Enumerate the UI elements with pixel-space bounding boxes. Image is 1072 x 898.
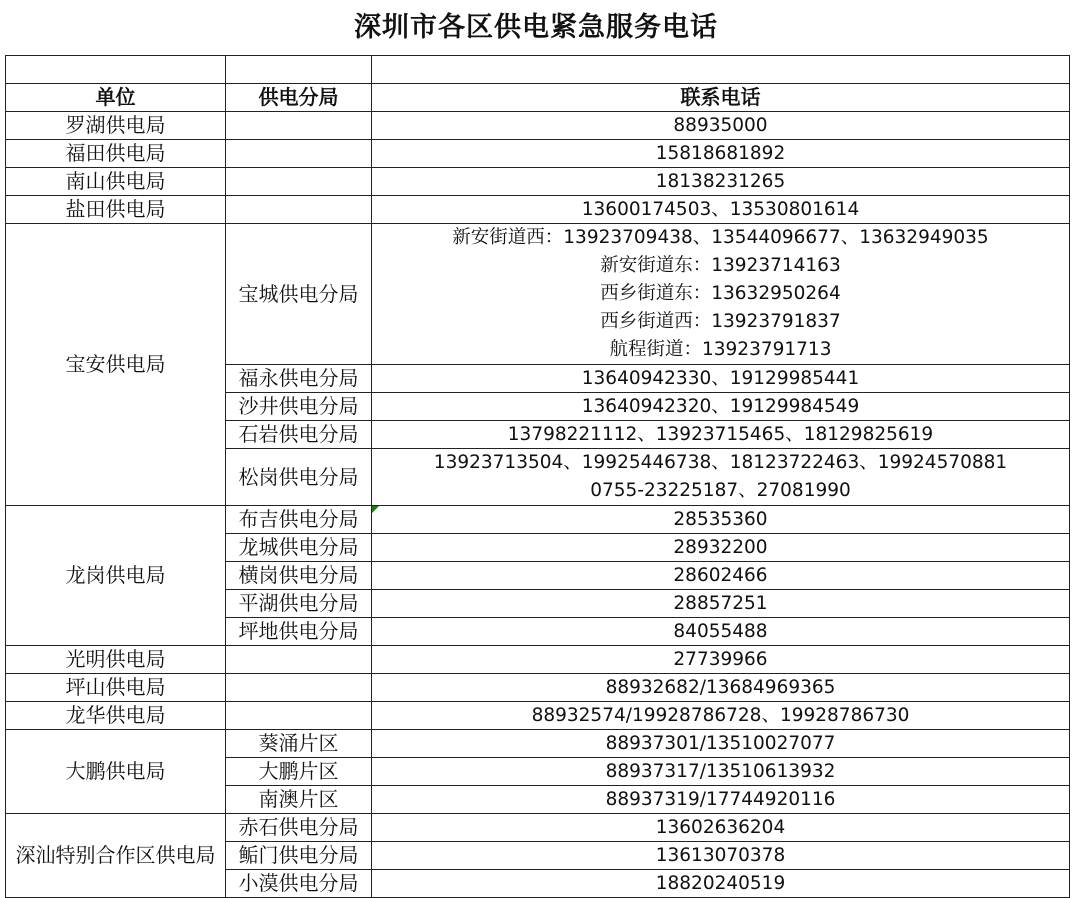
branch-cell[interactable]: 石岩供电分局 xyxy=(226,421,372,449)
phone-cell[interactable]: 18820240519 xyxy=(372,870,1070,898)
phone-line: 航程街道：13923791713 xyxy=(609,339,832,360)
table-row xyxy=(6,506,1070,534)
unit-cell[interactable]: 龙岗供电局 xyxy=(6,506,226,646)
unit-cell[interactable]: 罗湖供电局 xyxy=(6,112,226,140)
phone-cell[interactable]: 27739966 xyxy=(372,646,1070,674)
phone-cell[interactable]: 15818681892 xyxy=(372,140,1070,168)
empty-cell[interactable] xyxy=(372,56,1070,84)
phone-line: 新安街道东：13923714163 xyxy=(600,255,841,276)
branch-cell[interactable]: 龙城供电分局 xyxy=(226,534,372,562)
empty-cell[interactable] xyxy=(6,56,226,84)
branch-cell[interactable]: 小漠供电分局 xyxy=(226,870,372,898)
branch-cell[interactable]: 横岗供电分局 xyxy=(226,562,372,590)
branch-cell[interactable]: 松岗供电分局 xyxy=(226,449,372,506)
phone-cell[interactable]: 13640942330、19129985441 xyxy=(372,365,1070,393)
branch-cell[interactable]: 坪地供电分局 xyxy=(226,618,372,646)
phone-cell[interactable]: 88935000 xyxy=(372,112,1070,140)
unit-cell[interactable]: 大鹏供电局 xyxy=(6,730,226,814)
unit-cell[interactable]: 深汕特别合作区供电局 xyxy=(6,814,226,898)
table-row xyxy=(6,224,1070,365)
note-marker-icon xyxy=(372,506,379,513)
branch-cell[interactable]: 鲘门供电分局 xyxy=(226,842,372,870)
phone-cell[interactable] xyxy=(372,506,1070,534)
branch-cell[interactable] xyxy=(226,674,372,702)
phone-line: 新安街道西：13923709438、13544096677、13632949035 xyxy=(452,227,989,248)
branch-cell[interactable]: 福永供电分局 xyxy=(226,365,372,393)
phone-cell[interactable]: 13640942320、19129984549 xyxy=(372,393,1070,421)
phone-cell[interactable] xyxy=(372,449,1070,506)
phone-cell[interactable]: 88937317/13510613932 xyxy=(372,758,1070,786)
empty-cell[interactable] xyxy=(226,56,372,84)
unit-cell[interactable]: 南山供电局 xyxy=(6,168,226,196)
phone-cell[interactable]: 84055488 xyxy=(372,618,1070,646)
phone-cell[interactable]: 28857251 xyxy=(372,590,1070,618)
branch-cell[interactable] xyxy=(226,168,372,196)
unit-cell[interactable]: 龙华供电局 xyxy=(6,702,226,730)
phone-text: 28535360 xyxy=(673,509,768,530)
phone-cell[interactable]: 13798221112、13923715465、18129825619 xyxy=(372,421,1070,449)
branch-cell[interactable]: 赤石供电分局 xyxy=(226,814,372,842)
table-row xyxy=(6,674,1070,702)
header-branch[interactable]: 供电分局 xyxy=(226,84,372,112)
header-row xyxy=(6,84,1070,112)
branch-cell[interactable]: 南澳片区 xyxy=(226,786,372,814)
phone-line: 0755-23225187、27081990 xyxy=(590,480,851,501)
branch-cell[interactable] xyxy=(226,646,372,674)
branch-cell[interactable]: 沙井供电分局 xyxy=(226,393,372,421)
table-row xyxy=(6,730,1070,758)
phone-cell[interactable]: 28932200 xyxy=(372,534,1070,562)
page-title: 深圳市各区供电紧急服务电话 xyxy=(354,12,718,43)
phone-cell[interactable]: 13613070378 xyxy=(372,842,1070,870)
branch-cell[interactable]: 平湖供电分局 xyxy=(226,590,372,618)
table-row xyxy=(6,140,1070,168)
unit-cell[interactable]: 光明供电局 xyxy=(6,646,226,674)
phone-cell[interactable] xyxy=(372,224,1070,365)
header-phone[interactable]: 联系电话 xyxy=(372,84,1070,112)
phone-line: 西乡街道东：13632950264 xyxy=(600,283,841,304)
table-row xyxy=(6,112,1070,140)
phone-cell[interactable]: 88932682/13684969365 xyxy=(372,674,1070,702)
phone-cell[interactable]: 13602636204 xyxy=(372,814,1070,842)
unit-cell[interactable]: 福田供电局 xyxy=(6,140,226,168)
phone-line: 13923713504、19925446738、18123722463、19924570881 xyxy=(433,452,1008,473)
phone-cell[interactable]: 88937301/13510027077 xyxy=(372,730,1070,758)
table-row xyxy=(6,702,1070,730)
unit-cell[interactable]: 坪山供电局 xyxy=(6,674,226,702)
phone-cell[interactable]: 28602466 xyxy=(372,562,1070,590)
unit-cell[interactable]: 盐田供电局 xyxy=(6,196,226,224)
unit-cell[interactable]: 宝安供电局 xyxy=(6,224,226,506)
phone-cell[interactable]: 88932574/19928786728、19928786730 xyxy=(372,702,1070,730)
table-row xyxy=(6,646,1070,674)
phone-cell[interactable]: 88937319/17744920116 xyxy=(372,786,1070,814)
branch-cell[interactable]: 葵涌片区 xyxy=(226,730,372,758)
branch-cell[interactable] xyxy=(226,702,372,730)
branch-cell[interactable]: 大鹏片区 xyxy=(226,758,372,786)
phone-line: 西乡街道西：13923791837 xyxy=(600,311,841,332)
branch-cell[interactable]: 宝城供电分局 xyxy=(226,224,372,365)
phone-table xyxy=(5,55,1070,898)
table-row xyxy=(6,168,1070,196)
branch-cell[interactable] xyxy=(226,112,372,140)
table-row xyxy=(6,814,1070,842)
branch-cell[interactable] xyxy=(226,140,372,168)
table-row xyxy=(6,196,1070,224)
phone-cell[interactable]: 13600174503、13530801614 xyxy=(372,196,1070,224)
branch-cell[interactable]: 布吉供电分局 xyxy=(226,506,372,534)
header-unit[interactable]: 单位 xyxy=(6,84,226,112)
phone-cell[interactable]: 18138231265 xyxy=(372,168,1070,196)
branch-cell[interactable] xyxy=(226,196,372,224)
blank-row xyxy=(6,56,1070,84)
